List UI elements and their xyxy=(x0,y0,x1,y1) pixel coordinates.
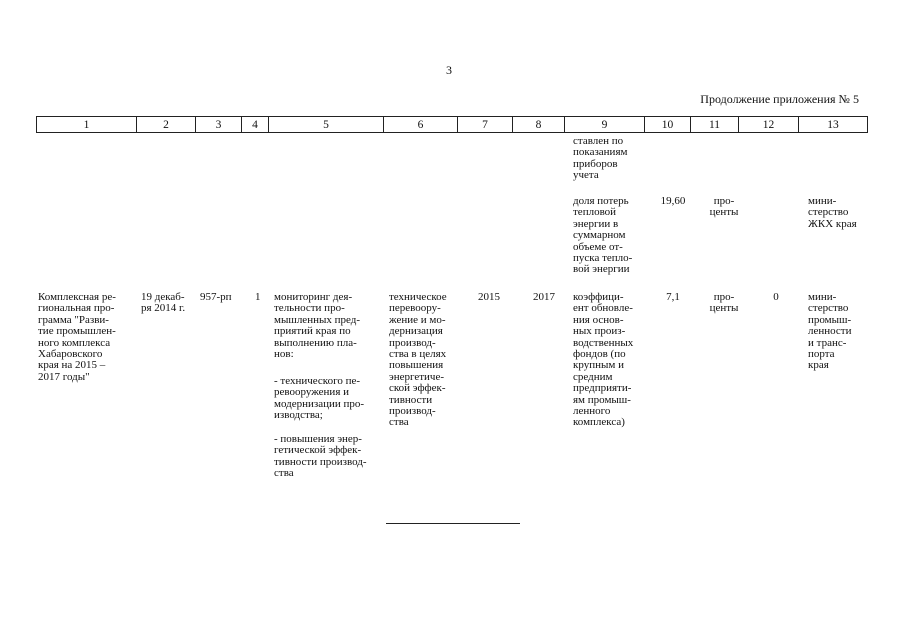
heat-loss-executor: мини- стерство ЖКХ края xyxy=(808,195,857,230)
program-number: 957-рп xyxy=(200,291,232,303)
col4-value: 1 xyxy=(255,291,261,303)
program-date: 19 декаб- ря 2014 г. xyxy=(141,291,186,315)
program-name: Комплексная ре- гиональная про- грамма "Разви- тие промышлен- ного комплекса Хабаровского края на 2015 – 2017 годы" xyxy=(38,291,116,383)
heat-loss-indicator: доля потерь тепловой энергии в суммарном объеме от- пуска тепло- вой энергии xyxy=(573,195,633,276)
header-col-5: 5 xyxy=(269,117,384,133)
column-number-header xyxy=(36,116,868,133)
header-col-3: 3 xyxy=(196,117,242,133)
executor: мини- стерство промыш- ленности и транс- порта края xyxy=(808,291,852,372)
heat-loss-unit: про- центы xyxy=(709,195,739,219)
header-col-8: 8 xyxy=(513,117,565,133)
appendix-continuation: Продолжение приложения № 5 xyxy=(700,92,859,106)
closing-line xyxy=(386,523,520,524)
header-col-10: 10 xyxy=(645,117,691,133)
indicator-continuation: ставлен по показаниям приборов учета xyxy=(573,135,628,182)
header-col-9: 9 xyxy=(565,117,645,133)
header-col-6: 6 xyxy=(384,117,458,133)
measures: техническое перевоору- жение и мо- дернизация производ- ства в целях повышения энергетиче- ской эффек- тивности производ- ства xyxy=(389,291,447,429)
indicator-unit: про- центы xyxy=(709,291,739,315)
header-col-1: 1 xyxy=(37,117,137,133)
tasks-intro: мониторинг дея- тельности про- мышленных пред- приятий края по выполнению пла- нов: xyxy=(274,291,360,361)
header-col-7: 7 xyxy=(458,117,513,133)
year-start: 2015 xyxy=(478,291,500,303)
year-end: 2017 xyxy=(533,291,555,303)
task-item-1: - технического пе- ревооружения и модернизации про- изводства; xyxy=(274,375,365,422)
header-col-4: 4 xyxy=(242,117,269,133)
indicator: коэффици- ент обновле- ния основ- ных произ- водственных фондов (по крупным и средним предприяти- ям промыш- ленного комплекса) xyxy=(573,291,634,429)
heat-loss-value: 19,60 xyxy=(660,195,686,207)
header-col-12: 12 xyxy=(739,117,799,133)
header-col-2: 2 xyxy=(137,117,196,133)
indicator-value: 7,1 xyxy=(666,291,680,303)
page-number: 3 xyxy=(446,63,452,77)
header-col-11: 11 xyxy=(691,117,739,133)
header-col-13: 13 xyxy=(799,117,868,133)
task-item-2: - повышения энер- гетической эффек- тивности производ- ства xyxy=(274,433,367,480)
col12-value: 0 xyxy=(773,291,779,303)
